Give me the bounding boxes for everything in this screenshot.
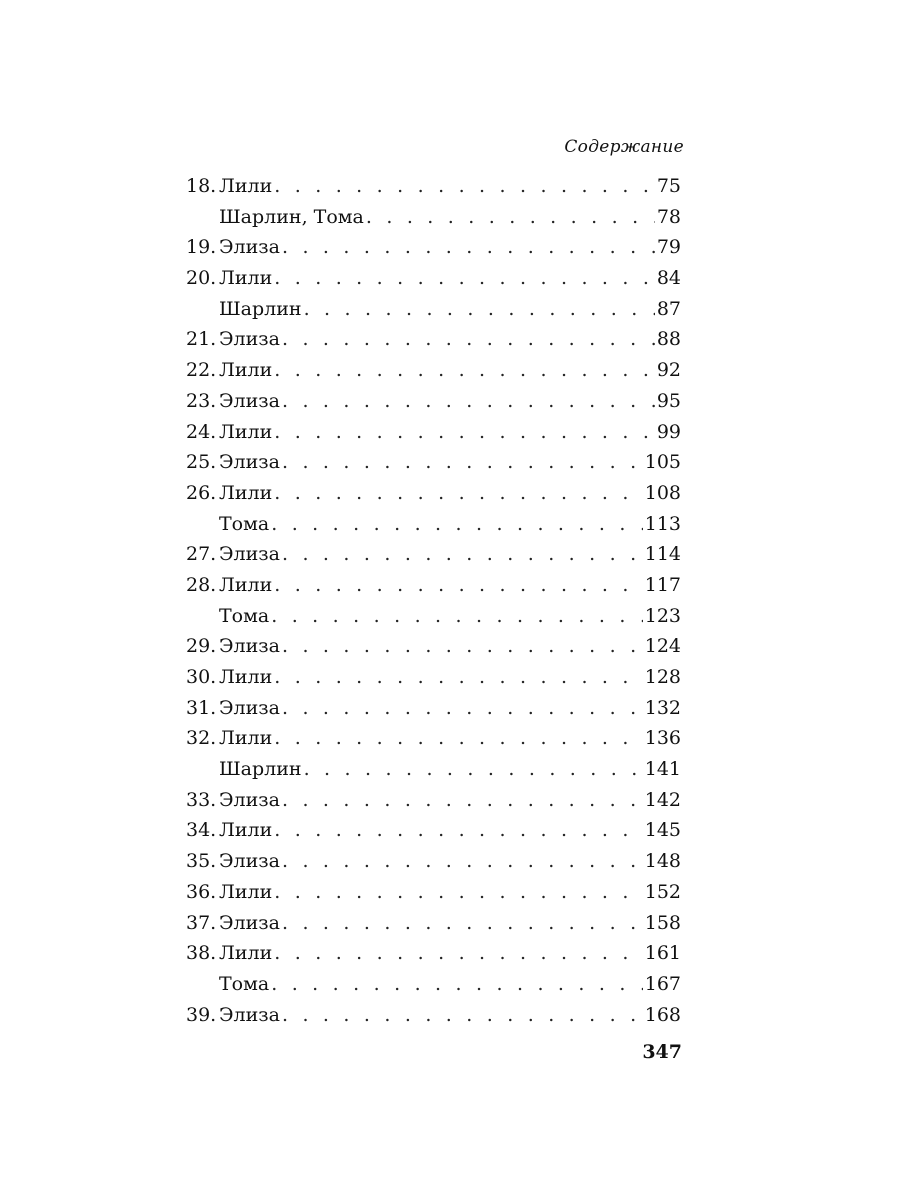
chapter-page-number: 113 <box>644 512 681 535</box>
toc-entry[interactable] <box>186 938 681 969</box>
chapter-number: 35. <box>186 850 217 873</box>
dot-leader <box>304 754 643 785</box>
toc-entry[interactable] <box>186 969 681 1000</box>
dot-leader <box>366 202 655 233</box>
chapter-title: Элиза <box>219 788 280 811</box>
chapter-page-number: 141 <box>644 758 681 781</box>
chapter-title: Шарлин, Тома <box>219 205 364 228</box>
chapter-number: 36. <box>186 880 217 903</box>
chapter-page-number: 158 <box>644 911 681 934</box>
chapter-title: Элиза <box>219 850 280 873</box>
chapter-page-number: 167 <box>644 972 681 995</box>
chapter-number: 38. <box>186 942 217 965</box>
dot-leader <box>274 355 655 386</box>
dot-leader <box>274 570 642 601</box>
chapter-page-number: 145 <box>644 819 681 842</box>
dot-leader <box>282 631 643 662</box>
chapter-title: Элиза <box>219 451 280 474</box>
dot-leader <box>282 447 643 478</box>
chapter-page-number: 142 <box>644 788 681 811</box>
toc-entry[interactable] <box>186 601 681 632</box>
chapter-title: Тома <box>219 604 270 627</box>
chapter-number: 29. <box>186 635 217 658</box>
chapter-number: 30. <box>186 666 217 688</box>
dot-leader <box>274 662 642 693</box>
toc-entry[interactable] <box>186 785 681 816</box>
chapter-page-number: 152 <box>644 880 681 903</box>
chapter-title: Лили <box>219 942 273 965</box>
dot-leader <box>282 232 655 263</box>
chapter-number: 20. <box>186 267 217 290</box>
chapter-title: Элиза <box>219 543 280 566</box>
dot-leader <box>274 263 655 294</box>
chapter-number: 23. <box>186 389 217 412</box>
dot-leader <box>282 1000 643 1031</box>
chapter-number: 27. <box>186 543 217 566</box>
chapter-page-number: 105 <box>644 451 681 474</box>
chapter-page-number: 84 <box>656 267 681 290</box>
chapter-title: Лили <box>219 420 273 443</box>
dot-leader <box>282 386 655 417</box>
chapter-number: 28. <box>186 573 217 596</box>
chapter-page-number: 114 <box>644 543 681 566</box>
chapter-title: Лили <box>219 573 273 596</box>
dot-leader <box>271 601 643 632</box>
toc-entry[interactable] <box>186 417 681 448</box>
chapter-page-number: 148 <box>644 850 681 873</box>
toc-entry[interactable] <box>186 1000 681 1031</box>
chapter-title: Лили <box>219 880 273 903</box>
toc-entry[interactable] <box>186 846 681 877</box>
dot-leader <box>274 171 655 202</box>
chapter-title: Элиза <box>219 911 280 934</box>
dot-leader <box>274 723 642 754</box>
dot-leader <box>274 815 642 846</box>
toc-entry[interactable] <box>186 294 681 325</box>
dot-leader <box>282 693 643 724</box>
chapter-page-number: 95 <box>656 389 681 412</box>
chapter-page-number: 123 <box>644 604 681 627</box>
toc-entry[interactable] <box>186 723 681 754</box>
chapter-page-number: 78 <box>656 205 681 228</box>
chapter-number: 24. <box>186 420 217 443</box>
chapter-title: Лили <box>219 481 273 504</box>
chapter-title: Лили <box>219 727 273 750</box>
chapter-number: 22. <box>186 359 217 382</box>
dot-leader <box>271 969 643 1000</box>
chapter-title: Элиза <box>219 696 280 719</box>
dot-leader <box>304 294 655 325</box>
page-number: 347 <box>642 1041 682 1063</box>
chapter-title: Шарлин <box>219 758 302 781</box>
chapter-title: Элиза <box>219 236 280 259</box>
running-header: Содержание <box>564 137 684 157</box>
chapter-number: 34. <box>186 819 217 842</box>
toc-entry[interactable] <box>186 539 681 570</box>
chapter-page-number: 136 <box>644 727 681 750</box>
dot-leader <box>282 785 643 816</box>
chapter-page-number: 128 <box>644 666 681 688</box>
chapter-page-number: 108 <box>644 481 681 504</box>
toc-entry[interactable] <box>186 908 681 939</box>
chapter-title: Шарлин <box>219 297 302 320</box>
chapter-page-number: 79 <box>656 236 681 259</box>
toc-entry[interactable] <box>186 815 681 846</box>
chapter-page-number: 117 <box>644 573 681 596</box>
toc-entry[interactable] <box>186 631 681 662</box>
toc-entry[interactable] <box>186 754 681 785</box>
chapter-title: Элиза <box>219 328 280 351</box>
toc-entry[interactable] <box>186 171 681 202</box>
chapter-page-number: 92 <box>656 359 681 382</box>
chapter-number: 39. <box>186 1003 217 1026</box>
chapter-number: 19. <box>186 236 217 259</box>
toc-entry[interactable] <box>186 232 681 263</box>
chapter-number: 25. <box>186 451 217 474</box>
chapter-title: Тома <box>219 512 270 535</box>
toc-entry[interactable] <box>186 202 681 233</box>
toc-entry[interactable] <box>186 877 681 908</box>
chapter-title: Лили <box>219 267 273 290</box>
chapter-title: Элиза <box>219 1003 280 1026</box>
toc-entry[interactable] <box>186 263 681 294</box>
toc-entry[interactable] <box>186 386 681 417</box>
toc-entry[interactable] <box>186 662 681 693</box>
chapter-page-number: 99 <box>656 420 681 443</box>
chapter-page-number: 168 <box>644 1003 681 1026</box>
chapter-number: 31. <box>186 696 217 719</box>
chapter-number: 18. <box>186 175 217 197</box>
dot-leader <box>282 846 643 877</box>
chapter-page-number: 124 <box>644 635 681 658</box>
chapter-title: Тома <box>219 972 270 995</box>
dot-leader <box>274 938 642 969</box>
dot-leader <box>274 478 642 509</box>
chapter-title: Лили <box>219 359 273 382</box>
chapter-title: Лили <box>219 666 273 688</box>
chapter-title: Лили <box>219 819 273 842</box>
toc-entry[interactable] <box>186 693 681 724</box>
table-of-contents <box>186 171 681 1030</box>
chapter-title: Элиза <box>219 389 280 412</box>
chapter-number: 37. <box>186 911 217 934</box>
chapter-page-number: 161 <box>644 942 681 965</box>
toc-entry[interactable] <box>186 447 681 478</box>
toc-entry[interactable] <box>186 570 681 601</box>
dot-leader <box>274 417 655 448</box>
toc-entry[interactable] <box>186 478 681 509</box>
chapter-number: 32. <box>186 727 217 750</box>
chapter-title: Лили <box>219 175 273 197</box>
toc-entry[interactable] <box>186 355 681 386</box>
toc-entry[interactable] <box>186 324 681 355</box>
chapter-number: 21. <box>186 328 217 351</box>
dot-leader <box>282 539 643 570</box>
chapter-title: Элиза <box>219 635 280 658</box>
chapter-page-number: 75 <box>656 175 681 197</box>
chapter-number: 26. <box>186 481 217 504</box>
chapter-page-number: 87 <box>656 297 681 320</box>
dot-leader <box>274 877 642 908</box>
chapter-number: 33. <box>186 788 217 811</box>
chapter-page-number: 88 <box>656 328 681 351</box>
dot-leader <box>271 509 643 540</box>
toc-entry[interactable] <box>186 509 681 540</box>
chapter-page-number: 132 <box>644 696 681 719</box>
dot-leader <box>282 324 655 355</box>
dot-leader <box>282 908 643 939</box>
